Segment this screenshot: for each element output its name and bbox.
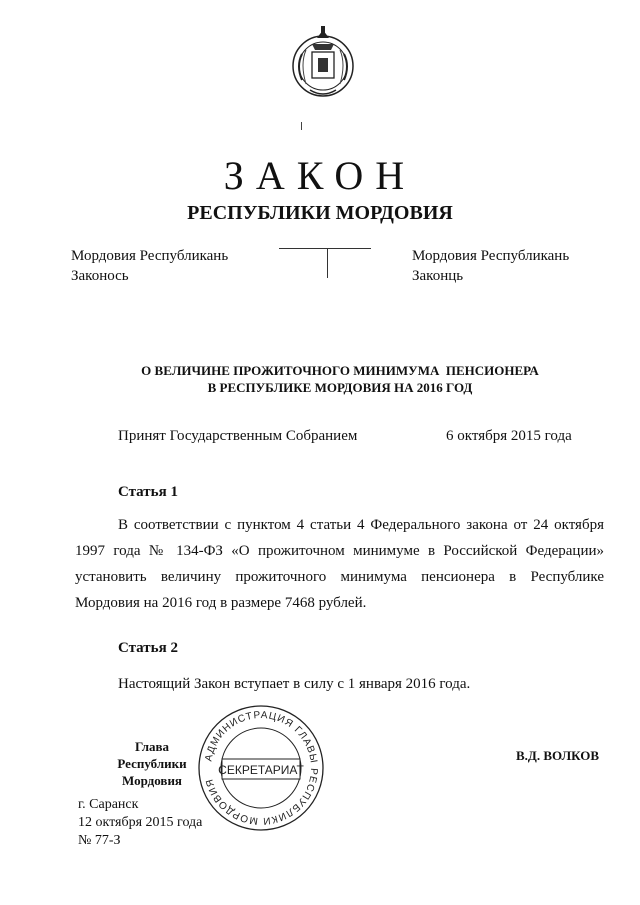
official-stamp (196, 703, 326, 833)
article-2-title: Статья 2 (118, 640, 178, 656)
signatory-title-line2: Республики Мордовия (117, 756, 187, 788)
article-1-text: В соответствии с пунктом 4 статьи 4 Федерального закона от 24 октября 1997 года № 134-ФЗ «О прожиточном минимуме в Российской Федерации» установить величину прожиточного минимума пенсионера в Республике Мордовия на 2016 год в размере 7468 рублей. (75, 517, 604, 611)
stamp-ring-text: АДМИНИСТРАЦИЯ ГЛАВЫ РЕСПУБЛИКИ МОРДОВИЯ (203, 709, 320, 827)
erzya-title-right (412, 246, 569, 286)
moksha-title-left-line2: Законось (71, 268, 129, 284)
moksha-title-left (71, 246, 228, 286)
signatory-title-line1: Глава (134, 739, 170, 754)
signatory-name: В.Д. ВОЛКОВ (516, 748, 600, 763)
document-heading-line2: В РЕСПУБЛИКЕ МОРДОВИЯ НА 2016 ГОД (207, 380, 473, 395)
signatory-title (92, 738, 212, 789)
stamp-center-text: СЕКРЕТАРИАТ (218, 763, 304, 777)
adoption-date: 6 октября 2015 года (446, 428, 572, 444)
signing-date: 12 октября 2015 года (78, 815, 203, 830)
law-subtitle: РЕСПУБЛИКИ МОРДОВИЯ (187, 202, 453, 224)
adoption-text: Принят Государственным Собранием (118, 428, 358, 444)
coat-of-arms-icon (288, 24, 358, 100)
moksha-title-left-line1: Мордовия Республикань (71, 248, 229, 264)
header-divider-horizontal (279, 248, 371, 249)
header-divider-vertical (327, 248, 328, 278)
document-heading-line1: О ВЕЛИЧИНЕ ПРОЖИТОЧНОГО МИНИМУМА ПЕНСИОНЕРА (141, 363, 539, 378)
erzya-title-right-line1: Мордовия Республикань (412, 248, 570, 264)
document-heading (0, 362, 640, 396)
law-number: № 77-З (78, 833, 121, 848)
page-tick-mark (301, 122, 302, 130)
place-date-block (78, 796, 202, 850)
law-title: ЗАКОН (223, 153, 417, 198)
erzya-title-right-line2: Законць (412, 268, 464, 284)
city: г. Саранск (78, 797, 139, 812)
article-2-text: Настоящий Закон вступает в силу с 1 января 2016 года. (118, 676, 471, 692)
article-1-title: Статья 1 (118, 484, 178, 500)
